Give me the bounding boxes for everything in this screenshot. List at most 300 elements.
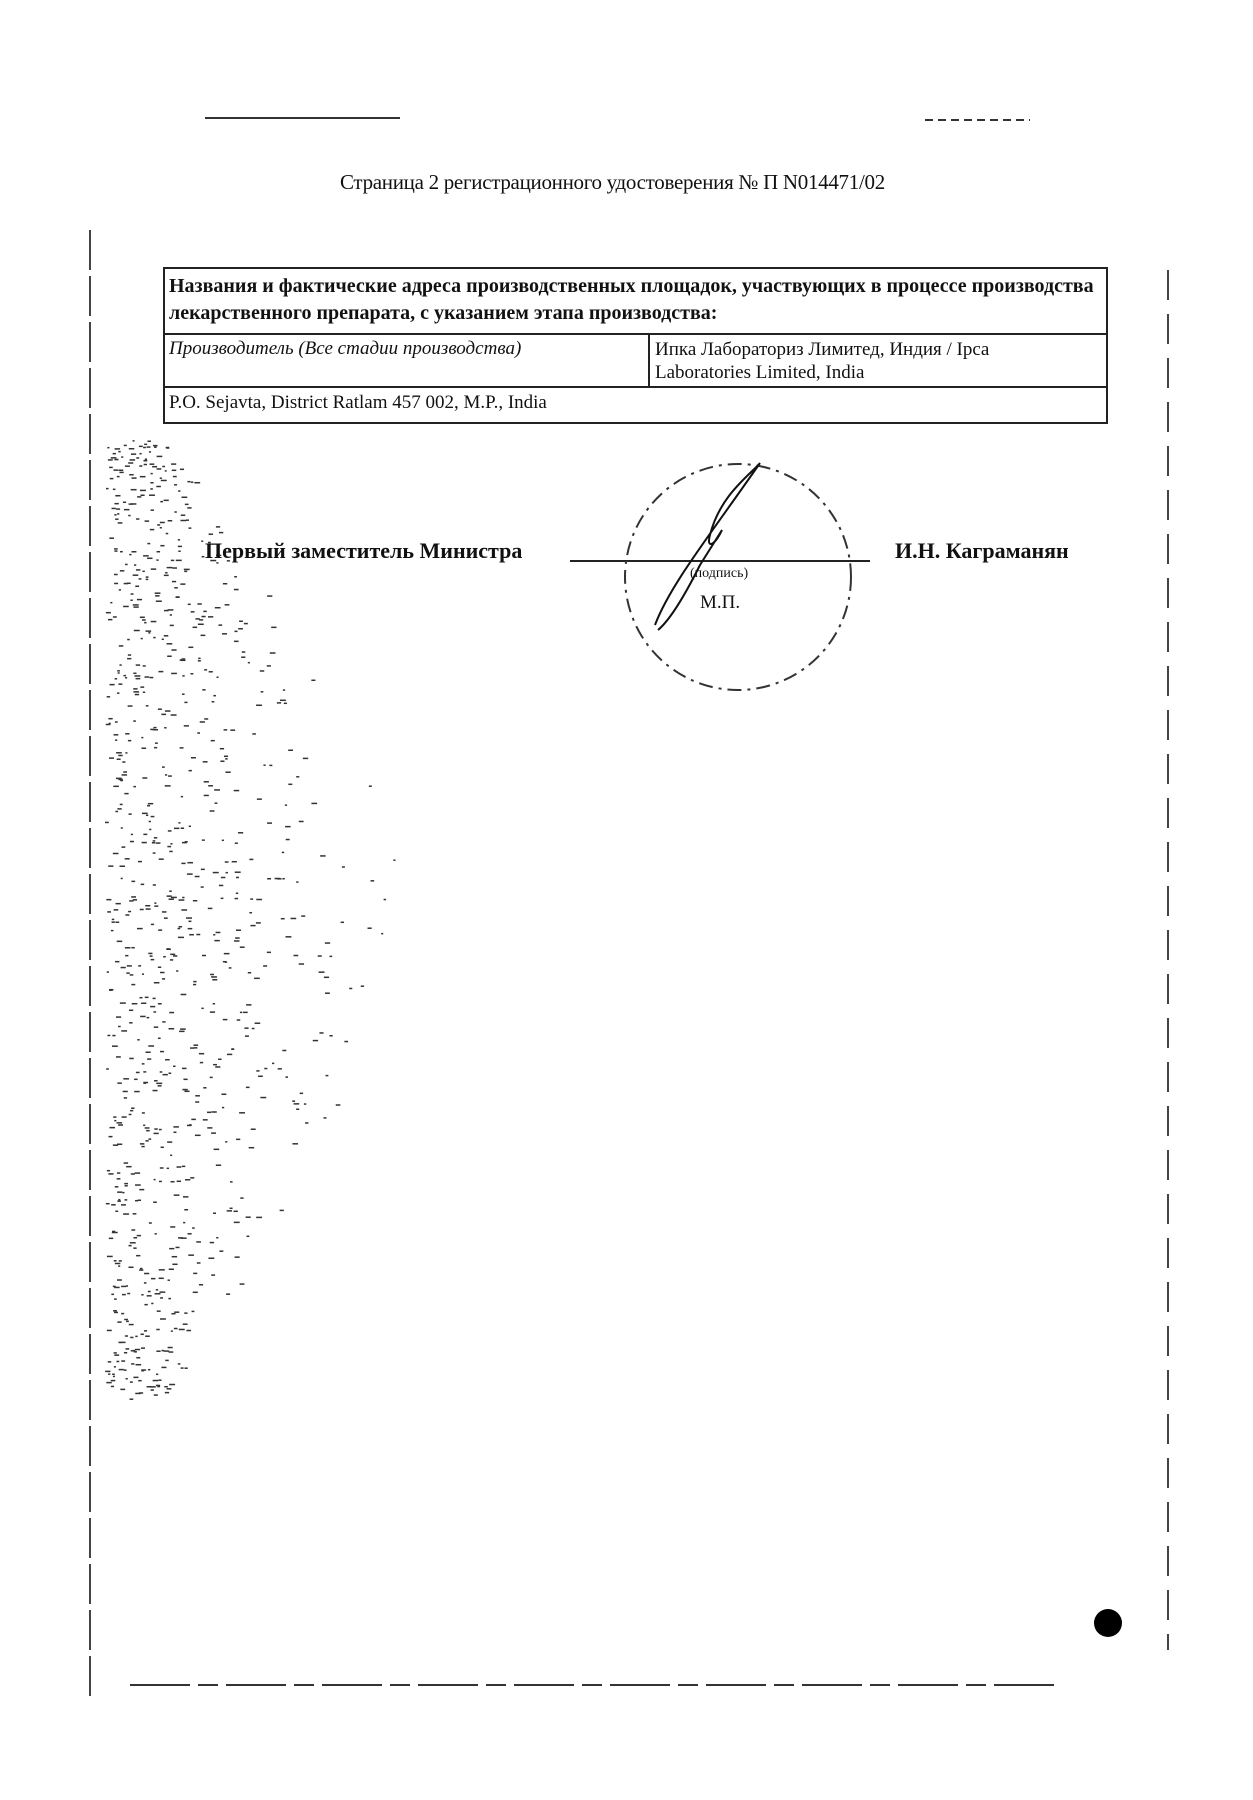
scan-speck xyxy=(142,842,147,844)
scan-speck xyxy=(111,1294,114,1296)
scan-speck xyxy=(140,490,146,492)
scan-speck xyxy=(393,859,395,861)
scan-speck xyxy=(128,911,131,913)
scan-speck xyxy=(139,997,142,999)
scan-speck xyxy=(131,947,134,949)
scan-speck xyxy=(326,1075,329,1077)
scan-speck xyxy=(140,1016,145,1018)
scan-speck xyxy=(124,583,128,585)
scan-speck xyxy=(146,1130,150,1132)
scan-speck xyxy=(217,676,219,678)
scan-speck xyxy=(133,440,135,442)
scan-speck xyxy=(133,574,139,576)
scan-speck xyxy=(349,988,352,990)
scan-speck xyxy=(204,669,207,671)
scan-speck xyxy=(153,1380,159,1382)
scan-speck xyxy=(153,1011,156,1013)
scan-speck xyxy=(130,1398,134,1400)
scan-speck xyxy=(142,813,148,815)
scan-speck xyxy=(122,774,127,776)
scan-speck xyxy=(128,740,131,742)
scan-speck xyxy=(114,1120,116,1122)
scan-speck xyxy=(122,1294,126,1296)
scan-speck xyxy=(113,489,116,491)
scan-speck xyxy=(116,1016,121,1018)
scan-speck xyxy=(323,1117,326,1119)
scan-speck xyxy=(113,786,119,788)
scan-speck xyxy=(181,863,185,865)
scan-speck xyxy=(213,872,219,874)
scan-speck xyxy=(159,1181,162,1183)
scan-speck xyxy=(145,676,150,678)
scan-speck xyxy=(107,447,109,449)
scan-speck xyxy=(154,747,157,749)
scan-speck xyxy=(106,1068,109,1070)
scan-speck xyxy=(162,639,164,641)
scan-speck xyxy=(254,978,260,980)
scan-speck xyxy=(165,785,171,787)
scan-speck xyxy=(145,997,149,999)
scan-speck xyxy=(109,989,113,991)
scan-speck xyxy=(216,1164,221,1166)
scan-speck xyxy=(159,1291,165,1293)
scan-speck xyxy=(149,1222,152,1224)
scan-speck xyxy=(201,540,203,542)
scan-speck xyxy=(361,985,364,987)
scan-speck xyxy=(222,1107,224,1109)
scan-speck xyxy=(184,1312,187,1314)
scan-speck xyxy=(109,467,113,469)
scan-speck xyxy=(124,1352,127,1354)
scan-speck xyxy=(106,899,111,901)
scan-speck xyxy=(144,1273,149,1275)
scan-speck xyxy=(234,1211,238,1213)
scan-speck xyxy=(181,514,185,516)
scan-speck xyxy=(160,1051,164,1053)
scan-speck xyxy=(135,1336,137,1338)
scan-speck xyxy=(234,631,237,633)
scan-speck xyxy=(115,811,118,813)
scan-speck xyxy=(220,748,224,750)
scan-speck xyxy=(208,908,213,910)
scan-speck xyxy=(146,705,149,707)
scan-speck xyxy=(142,748,147,750)
scan-speck xyxy=(176,970,178,972)
scan-speck xyxy=(260,670,264,672)
scan-speck xyxy=(176,1166,181,1168)
scan-speck xyxy=(130,1242,136,1244)
scan-speck xyxy=(120,1342,125,1344)
scan-speck xyxy=(216,932,221,934)
scan-speck xyxy=(300,1093,303,1095)
scan-speck xyxy=(170,954,175,956)
scan-speck xyxy=(188,1254,194,1256)
scan-speck xyxy=(117,808,121,810)
scan-speck xyxy=(202,689,205,691)
scan-speck xyxy=(214,789,220,791)
scan-speck xyxy=(154,982,160,984)
scan-speck xyxy=(168,1298,171,1300)
scan-speck xyxy=(234,589,239,591)
scan-speck xyxy=(107,971,109,973)
scan-speck xyxy=(198,624,204,626)
scan-speck xyxy=(147,1295,152,1297)
scan-speck xyxy=(245,1035,249,1037)
scan-speck xyxy=(130,974,134,976)
scan-speck xyxy=(108,718,112,720)
scan-speck xyxy=(112,1035,115,1037)
scan-speck xyxy=(230,729,235,731)
scan-speck xyxy=(225,604,230,606)
scan-speck xyxy=(156,1385,160,1387)
scan-speck xyxy=(159,858,164,860)
scan-speck xyxy=(139,465,142,467)
scan-speck xyxy=(192,1311,195,1313)
scan-speck xyxy=(140,495,144,497)
scan-speck xyxy=(130,1337,133,1339)
scan-speck xyxy=(151,959,155,961)
scan-speck xyxy=(116,903,121,905)
scan-speck xyxy=(113,1310,117,1312)
scan-speck xyxy=(133,688,137,690)
scan-speck xyxy=(208,785,213,787)
scan-speck xyxy=(135,586,139,588)
scan-speck xyxy=(183,1196,188,1198)
scan-speck xyxy=(155,742,158,744)
scan-speck xyxy=(113,1144,118,1146)
scan-speck xyxy=(181,796,183,798)
scan-speck xyxy=(174,484,177,486)
scan-speck xyxy=(151,568,156,570)
scan-speck xyxy=(299,963,304,965)
scan-speck xyxy=(178,822,180,824)
scan-speck xyxy=(179,899,185,901)
scan-speck xyxy=(207,1127,212,1129)
scan-speck xyxy=(127,639,130,641)
scan-speck xyxy=(129,813,132,815)
scan-speck xyxy=(158,1038,161,1040)
scan-speck xyxy=(165,774,167,776)
scan-speck xyxy=(299,821,304,823)
scan-speck xyxy=(182,1166,186,1168)
scan-speck xyxy=(182,675,184,677)
scan-speck xyxy=(121,878,123,880)
scan-speck xyxy=(157,524,160,526)
scan-speck xyxy=(164,727,166,729)
seal-label: М.П. xyxy=(700,592,741,613)
scan-speck xyxy=(124,509,130,511)
scan-speck xyxy=(120,804,123,806)
scan-speck xyxy=(164,1386,168,1388)
scan-speck xyxy=(114,514,116,516)
scan-speck xyxy=(184,1209,188,1211)
scan-speck xyxy=(282,852,284,854)
scan-speck xyxy=(158,708,162,710)
scan-speck xyxy=(108,1136,112,1138)
scan-speck xyxy=(106,1203,110,1205)
scan-speck xyxy=(174,1311,179,1313)
scan-speck xyxy=(126,1348,130,1350)
scan-speck xyxy=(291,918,297,920)
scan-speck xyxy=(313,1040,318,1042)
scan-speck xyxy=(150,463,155,465)
scan-speck xyxy=(112,1232,118,1234)
scan-speck xyxy=(158,1379,161,1381)
scan-speck xyxy=(341,922,344,924)
scan-speck xyxy=(172,1256,177,1258)
scan-speck xyxy=(164,1350,170,1352)
scan-speck xyxy=(122,1192,124,1194)
scan-speck xyxy=(153,1201,157,1203)
scan-speck xyxy=(196,1241,201,1243)
scan-speck xyxy=(118,469,123,471)
scan-speck xyxy=(342,866,345,868)
scan-speck xyxy=(118,1026,121,1028)
scan-speck xyxy=(162,466,165,468)
scan-speck xyxy=(305,1122,308,1124)
scan-speck xyxy=(169,1012,174,1014)
scan-speck xyxy=(161,1350,163,1352)
scan-speck xyxy=(246,1087,250,1089)
scan-speck xyxy=(139,578,142,580)
scan-speck xyxy=(225,861,229,863)
scan-speck xyxy=(239,620,243,622)
scan-speck xyxy=(133,1213,137,1215)
scan-speck xyxy=(130,1381,133,1383)
scan-speck xyxy=(125,914,129,916)
scan-speck xyxy=(168,520,173,522)
scan-speck xyxy=(296,776,299,778)
scan-speck xyxy=(183,1323,188,1325)
scan-speck xyxy=(151,1278,155,1280)
scan-speck xyxy=(150,955,153,957)
scan-speck xyxy=(113,469,117,471)
scan-speck xyxy=(114,1354,119,1356)
scan-speck xyxy=(180,1028,186,1030)
scan-speck xyxy=(263,764,265,766)
scan-speck xyxy=(121,1030,127,1032)
scan-speck xyxy=(240,946,245,948)
seal-stamp xyxy=(625,464,851,690)
scan-speck xyxy=(195,876,200,878)
scan-speck xyxy=(224,756,228,758)
scan-speck xyxy=(141,1003,146,1005)
scan-speck xyxy=(256,1217,262,1219)
scan-speck xyxy=(135,1393,140,1395)
scan-speck xyxy=(223,961,226,963)
scan-speck xyxy=(141,1370,144,1372)
scan-speck xyxy=(185,504,189,506)
scan-speck xyxy=(264,1068,267,1070)
scan-speck xyxy=(121,846,125,848)
scan-speck xyxy=(115,721,118,723)
scan-speck xyxy=(181,994,187,996)
scan-speck xyxy=(164,500,169,502)
scan-speck xyxy=(180,747,184,749)
scan-speck xyxy=(116,495,121,497)
scan-speck xyxy=(269,765,272,767)
scan-speck xyxy=(154,446,156,448)
scan-speck xyxy=(204,781,209,783)
scan-speck xyxy=(118,683,122,685)
scan-speck xyxy=(170,843,172,845)
scan-speck xyxy=(235,898,238,900)
scan-speck xyxy=(157,1310,161,1312)
scan-speck xyxy=(173,1066,176,1068)
scan-speck xyxy=(184,702,187,704)
scan-speck xyxy=(182,1068,187,1070)
scan-speck xyxy=(252,733,256,735)
scan-speck xyxy=(230,1208,233,1210)
scan-speck xyxy=(143,1071,146,1073)
scan-speck xyxy=(167,567,173,569)
scan-speck xyxy=(127,1293,130,1295)
scan-speck xyxy=(150,482,153,484)
scan-speck xyxy=(174,587,178,589)
scan-speck xyxy=(171,463,176,465)
scan-speck xyxy=(121,1204,126,1206)
scan-speck xyxy=(118,522,123,524)
scan-speck xyxy=(130,459,136,461)
scan-speck xyxy=(131,896,136,898)
scan-speck xyxy=(156,1083,162,1085)
scan-speck xyxy=(164,610,168,612)
scan-speck xyxy=(234,940,239,942)
scan-speck xyxy=(162,911,166,913)
scan-speck xyxy=(236,877,239,879)
scan-speck xyxy=(211,1274,215,1276)
scan-speck xyxy=(182,693,185,695)
scan-speck xyxy=(117,1172,120,1174)
scan-speck xyxy=(131,489,137,491)
scan-speck xyxy=(129,1058,134,1060)
scan-speck xyxy=(285,804,287,806)
signature-caption: (подпись) xyxy=(690,566,749,581)
scan-speck xyxy=(114,1287,119,1289)
scan-speck xyxy=(142,571,144,573)
scan-speck xyxy=(154,902,156,904)
scan-speck xyxy=(161,714,166,716)
scan-speck xyxy=(182,497,188,499)
scan-speck xyxy=(126,1166,131,1168)
scan-speck xyxy=(126,1378,128,1380)
scan-speck xyxy=(231,1048,234,1050)
scan-speck xyxy=(123,502,126,504)
scan-speck xyxy=(136,664,140,666)
scan-speck xyxy=(144,1304,147,1306)
scan-speck xyxy=(115,739,117,741)
scan-speck xyxy=(142,1063,145,1065)
scan-speck xyxy=(151,509,154,511)
scan-speck xyxy=(158,1003,162,1005)
scan-speck xyxy=(285,826,291,828)
scan-speck xyxy=(292,1100,295,1102)
scan-speck xyxy=(214,940,219,942)
scan-speck xyxy=(120,1002,126,1004)
scan-speck xyxy=(212,701,215,703)
scan-speck xyxy=(221,877,226,879)
scan-speck xyxy=(216,1237,218,1239)
scan-speck xyxy=(311,680,315,682)
scan-speck xyxy=(142,619,146,621)
scan-speck xyxy=(118,672,120,674)
scan-speck xyxy=(167,1168,169,1170)
scan-speck xyxy=(213,934,215,936)
scan-speck xyxy=(106,1382,111,1384)
scan-speck xyxy=(178,539,180,541)
scan-speck xyxy=(166,533,169,535)
scan-speck xyxy=(225,1141,227,1143)
scan-speck xyxy=(193,1044,198,1046)
scan-speck xyxy=(146,630,152,632)
scan-speck xyxy=(247,1236,250,1238)
scan-speck xyxy=(164,917,168,919)
scan-speck xyxy=(143,665,146,667)
scan-speck xyxy=(257,798,262,800)
scan-speck xyxy=(153,727,156,729)
scan-speck xyxy=(154,837,157,839)
scan-speck xyxy=(153,445,158,447)
scan-speck xyxy=(123,1091,128,1093)
scan-speck xyxy=(158,966,161,968)
scan-speck xyxy=(197,603,201,605)
scan-speck xyxy=(202,955,206,957)
scan-speck xyxy=(115,1211,118,1213)
scan-speck xyxy=(195,1095,200,1097)
scan-speck xyxy=(117,1200,121,1202)
scan-speck xyxy=(136,1357,140,1359)
scan-speck xyxy=(286,839,290,841)
scan-speck xyxy=(218,624,222,626)
signatory-position: Первый заместитель Министра xyxy=(205,538,523,563)
scan-speck xyxy=(193,900,197,902)
scan-speck xyxy=(129,1114,132,1116)
scan-speck xyxy=(256,922,261,924)
scan-speck xyxy=(283,689,285,691)
scan-speck xyxy=(149,451,151,453)
scan-speck xyxy=(320,855,325,857)
scan-speck xyxy=(224,729,228,731)
scan-speck xyxy=(140,1268,143,1270)
scan-speck xyxy=(131,551,136,553)
scan-speck xyxy=(161,1367,166,1369)
scan-speck xyxy=(226,872,228,874)
scan-speck xyxy=(108,459,113,461)
scan-speck xyxy=(185,1179,190,1181)
scan-speck xyxy=(138,861,142,863)
scan-speck xyxy=(129,474,133,476)
scan-speck xyxy=(178,490,180,492)
scan-speck xyxy=(129,554,131,556)
scan-speck xyxy=(174,511,176,513)
scan-speck xyxy=(172,1264,177,1266)
scan-speck xyxy=(330,956,333,958)
scan-speck xyxy=(149,821,151,823)
scan-speck xyxy=(117,1178,121,1180)
scan-speck xyxy=(160,1318,166,1320)
scan-speck xyxy=(148,1291,151,1293)
scan-speck xyxy=(243,1012,248,1014)
scan-speck xyxy=(125,733,129,735)
manufacturer-address: P.O. Sejavta, District Ratlam 457 002, M.P., India xyxy=(169,392,547,413)
scan-speck xyxy=(223,1019,228,1021)
scan-speck xyxy=(210,974,214,976)
scan-speck xyxy=(213,1003,215,1005)
scan-speck xyxy=(117,759,121,761)
scan-speck xyxy=(124,793,128,795)
scan-speck xyxy=(189,934,194,936)
scan-speck xyxy=(169,1072,172,1074)
